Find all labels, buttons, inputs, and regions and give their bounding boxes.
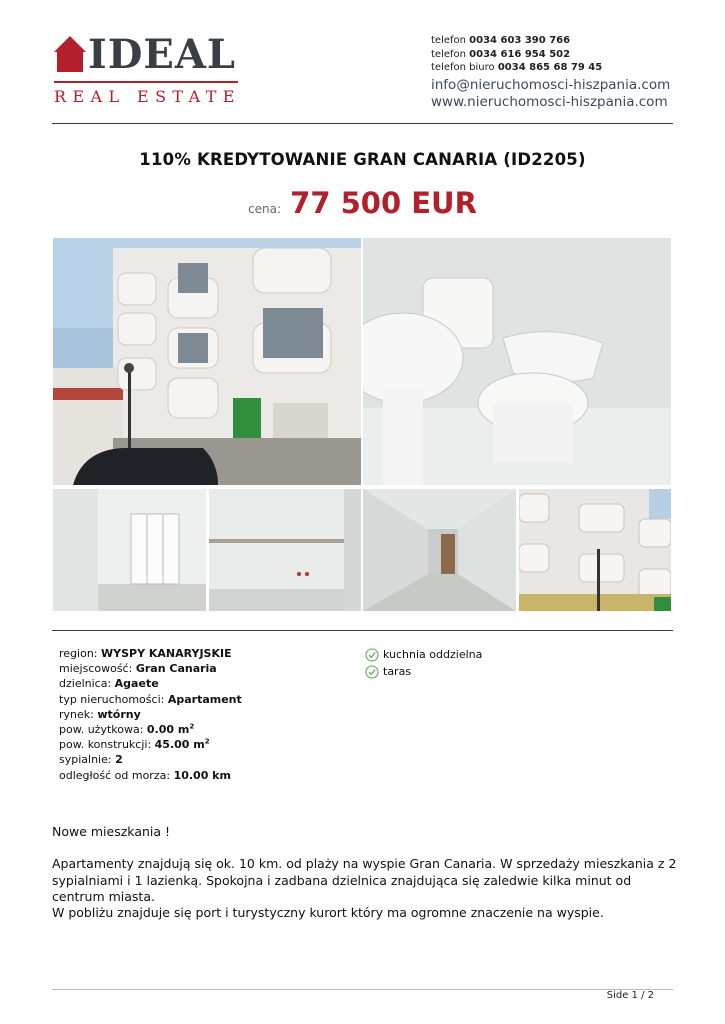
detail-region: region: WYSPY KANARYJSKIE: [59, 647, 232, 660]
check-icon: [365, 665, 379, 679]
feature-item: [365, 663, 482, 680]
page-number: Side 1 / 2: [606, 990, 654, 1001]
description: [52, 824, 677, 921]
living-room-photo[interactable]: [53, 489, 206, 611]
price-value: 77 500 EUR: [290, 186, 477, 220]
price-label: cena:: [248, 202, 282, 216]
contact-block: [431, 34, 670, 111]
details-divider: [52, 630, 673, 631]
detail-market: rynek: wtórny: [59, 707, 141, 721]
logo-divider: [54, 81, 238, 83]
detail-sea-distance: odległość od morza: 10.00 km: [59, 768, 231, 782]
house-icon: [52, 34, 88, 72]
detail-type: typ nieruchomości: Apartament: [59, 692, 242, 706]
description-body: Apartamenty znajdują się ok. 10 km. od plaży na wyspie Gran Canaria. W sprzedaży mieszkania z 2 sypialniami i 1 lazienką. Spokojna i zadbana dzielnica znajdująca się zaledwie kilka minut od centrum miasta.: [52, 856, 677, 904]
detail-build-area: pow. konstrukcji: 45.00 $m^2$: [59, 737, 210, 752]
building-exterior-photo[interactable]: [53, 238, 361, 485]
kitchen-photo[interactable]: [209, 489, 361, 611]
footer-divider: [52, 989, 673, 990]
website-link[interactable]: www.nieruchomosci-hiszpania.com: [431, 93, 668, 110]
brand-name: IDEAL: [88, 31, 237, 78]
feature-label: kuchnia oddzielna: [383, 648, 483, 661]
detail-district: dzielnica: Agaete: [59, 677, 159, 691]
brand-logo: [52, 32, 242, 112]
phone-1: telefon 0034 603 390 766: [431, 35, 571, 46]
office-phone: telefon biuro 0034 865 68 79 45: [431, 62, 603, 73]
phone-2: telefon 0034 616 954 502: [431, 48, 571, 60]
feature-item: [365, 646, 482, 663]
listing-title: 110% KREDYTOWANIE GRAN CANARIA (ID2205): [139, 150, 586, 169]
feature-label: taras: [383, 665, 412, 678]
detail-usable-area: pow. użytkowa: 0.00 $m^2$: [59, 722, 195, 737]
email-link[interactable]: info@nieruchomosci-hiszpania.com: [431, 76, 671, 93]
detail-bedrooms: sypialnie: 2: [59, 753, 123, 767]
check-icon: [365, 648, 379, 662]
property-details: [59, 646, 242, 783]
description-location: W pobliżu znajduje się port i turystyczny kurort który ma ogromne znaczenie na wyspie.: [52, 905, 604, 921]
price-row: [0, 186, 725, 220]
feature-list: [365, 646, 482, 680]
bathroom-photo[interactable]: [363, 238, 671, 485]
brand-tagline: REAL ESTATE: [54, 87, 241, 106]
detail-town: miejscowość: Gran Canaria: [59, 662, 217, 676]
description-intro: Nowe mieszkania !: [52, 824, 171, 839]
header-divider: [52, 123, 673, 124]
building-balconies-photo[interactable]: [519, 489, 671, 611]
hallway-photo[interactable]: [363, 489, 516, 611]
